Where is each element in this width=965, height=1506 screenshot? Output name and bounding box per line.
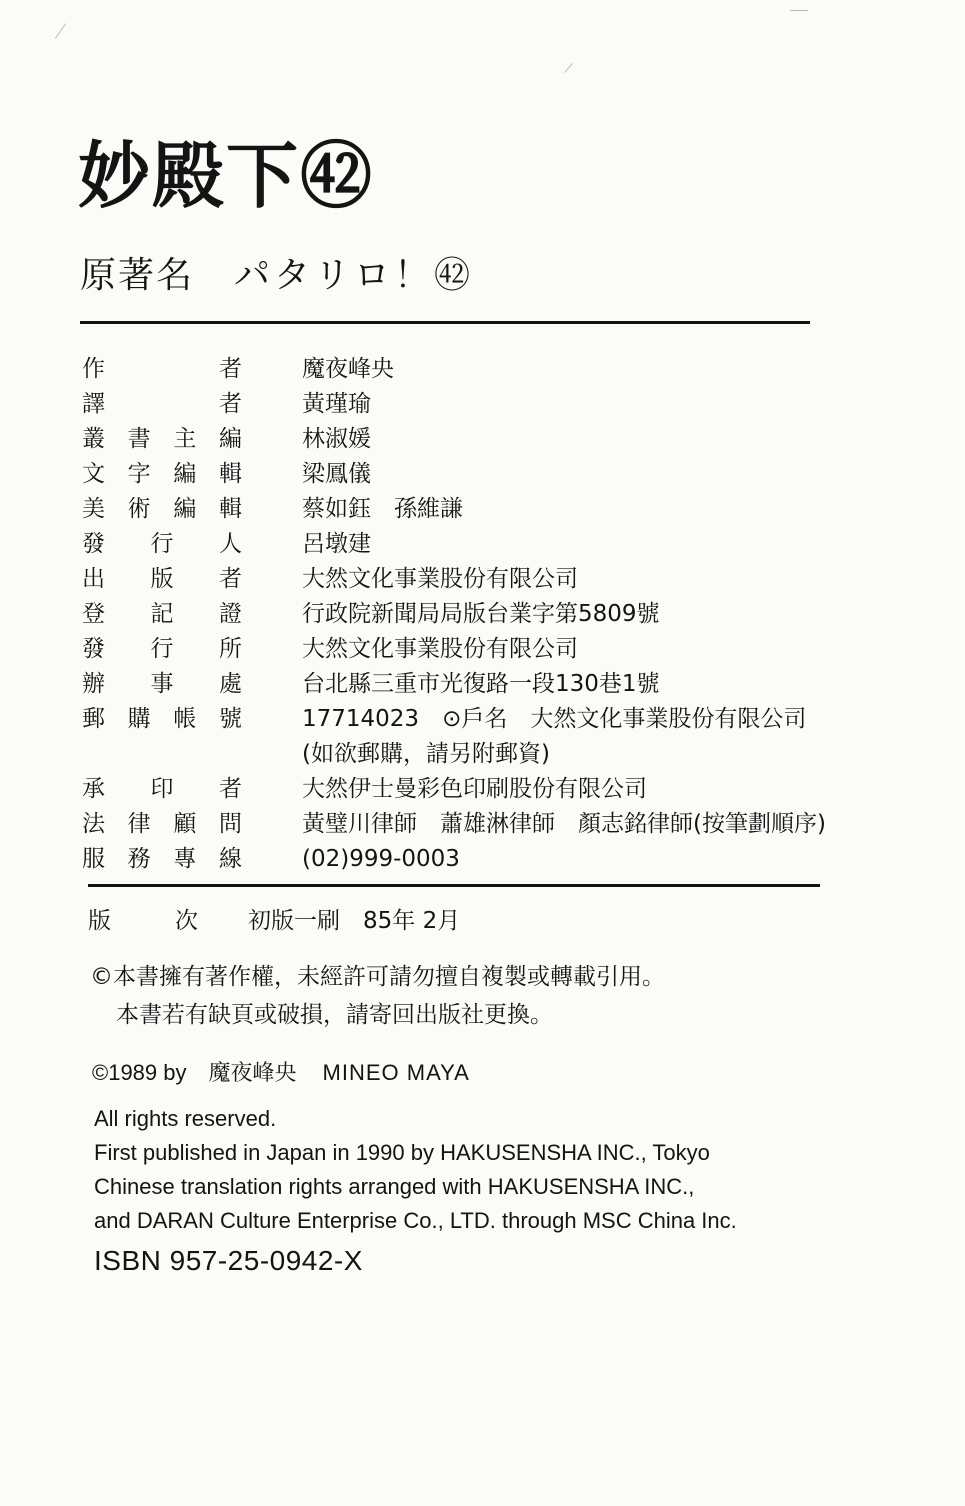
copyright-author-cn: 魔夜峰央 xyxy=(208,1061,297,1086)
credits-list xyxy=(82,352,842,877)
top-divider xyxy=(80,321,810,324)
credit-label: 服務專線 xyxy=(82,846,242,872)
credit-values xyxy=(302,702,806,772)
credit-value: 呂墩建 xyxy=(302,531,371,557)
original-title xyxy=(80,255,475,296)
credit-values xyxy=(302,422,371,457)
credit-label: 叢書主編 xyxy=(82,426,242,452)
credit-row xyxy=(82,702,842,772)
credit-value: 黃瑾瑜 xyxy=(302,391,371,417)
credit-row xyxy=(82,807,842,842)
credit-row xyxy=(82,352,842,387)
middle-divider xyxy=(88,884,820,887)
credit-row xyxy=(82,457,842,492)
credit-row xyxy=(82,527,842,562)
credit-row xyxy=(82,422,842,457)
credit-values xyxy=(302,457,371,492)
credit-row xyxy=(82,387,842,422)
credit-values xyxy=(302,772,647,807)
credit-values xyxy=(302,492,463,527)
credit-value: (02)999-0003 xyxy=(302,846,460,872)
credit-value: 黃璧川律師 蕭雄淋律師 顏志銘律師(按筆劃順序) xyxy=(302,811,826,837)
credit-label: 作 者 xyxy=(82,356,242,382)
original-title-value: パタリロ！㊷ xyxy=(234,255,475,296)
credit-row xyxy=(82,772,842,807)
credit-values xyxy=(302,842,460,877)
credit-label: 美術編輯 xyxy=(82,496,242,522)
credit-row xyxy=(82,492,842,527)
credit-values xyxy=(302,597,660,632)
credit-label: 法律顧問 xyxy=(82,811,242,837)
credit-value: 台北縣三重市光復路一段130巷1號 xyxy=(302,671,660,697)
credit-value: 梁鳳儀 xyxy=(302,461,371,487)
credit-value: 行政院新聞局局版台業字第5809號 xyxy=(302,601,660,627)
isbn: ISBN 957-25-0942-X xyxy=(94,1245,363,1276)
credit-values xyxy=(302,527,371,562)
copyright-notice xyxy=(90,958,665,1034)
credit-value: 林淑媛 xyxy=(302,426,371,452)
rights-line: First published in Japan in 1990 by HAKUSENSHA INC., Tokyo xyxy=(94,1140,710,1165)
credit-label: 郵購帳號 xyxy=(82,706,242,732)
book-title: 妙殿下㊷ xyxy=(78,134,375,218)
rights-line: and DARAN Culture Enterprise Co., LTD. through MSC China Inc. xyxy=(94,1208,737,1233)
credit-value: 大然伊士曼彩色印刷股份有限公司 xyxy=(302,776,647,802)
credit-value: 大然文化事業股份有限公司 xyxy=(302,636,578,662)
scan-mark xyxy=(790,10,808,11)
credit-value: 17714023 ⊙戶名 大然文化事業股份有限公司 xyxy=(302,706,807,732)
rights-block xyxy=(94,1102,737,1238)
credit-row xyxy=(82,842,842,877)
credit-values xyxy=(302,632,578,667)
credit-value: (如欲郵購，請另附郵資) xyxy=(302,741,550,767)
credit-values xyxy=(302,562,578,597)
credit-label: 辦事處 xyxy=(82,671,242,697)
credit-values xyxy=(302,352,394,387)
credit-value: 蔡如鈺 孫維謙 xyxy=(302,496,463,522)
notice-line-2: 本書若有缺頁或破損，請寄回出版社更換。 xyxy=(116,1002,553,1028)
edition-label: 版 次 xyxy=(88,908,198,934)
credit-value: 大然文化事業股份有限公司 xyxy=(302,566,578,592)
notice-line-1: ©本書擁有著作權，未經許可請勿擅自複製或轉載引用。 xyxy=(90,964,665,990)
scan-mark xyxy=(55,23,66,38)
credit-values xyxy=(302,807,826,842)
credit-label: 發行人 xyxy=(82,531,242,557)
credit-label: 文字編輯 xyxy=(82,461,242,487)
credit-label: 承印者 xyxy=(82,776,242,802)
copyright-author-en: MINEO MAYA xyxy=(322,1060,470,1085)
credit-label: 登記證 xyxy=(82,601,242,627)
edition-row xyxy=(88,904,828,939)
copyright-prefix: ©1989 by xyxy=(92,1060,187,1085)
credit-row xyxy=(82,632,842,667)
credit-row xyxy=(82,667,842,702)
credit-label: 出版者 xyxy=(82,566,242,592)
credit-row xyxy=(82,597,842,632)
scan-mark xyxy=(564,63,572,73)
credit-values xyxy=(302,387,371,422)
rights-line: All rights reserved. xyxy=(94,1106,277,1131)
original-title-label: 原著名 xyxy=(80,255,195,296)
credit-value: 魔夜峰央 xyxy=(302,356,394,382)
credit-label: 發行所 xyxy=(82,636,242,662)
credit-row xyxy=(82,562,842,597)
rights-line: Chinese translation rights arranged with HAKUSENSHA INC., xyxy=(94,1174,695,1199)
edition-value: 初版一刷 85年 2月 xyxy=(248,908,461,934)
credit-label: 譯 者 xyxy=(82,391,242,417)
copyright-line xyxy=(92,1058,470,1089)
credit-values xyxy=(302,667,660,702)
